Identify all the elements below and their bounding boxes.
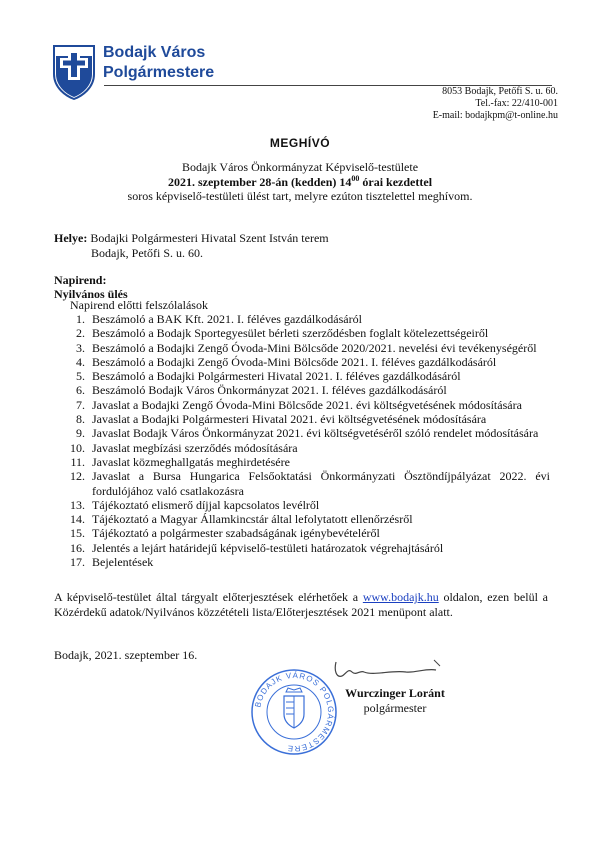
letterhead-contact [433, 86, 558, 122]
invitation-intro [0, 160, 600, 204]
intro-time-suffix: órai kezdettel [359, 174, 433, 189]
list-item: 10. Javaslat megbízási szerződés módosítására [88, 441, 550, 455]
official-stamp [250, 668, 338, 756]
place-line2: Bodajk, Petőfi S. u. 60. [91, 245, 204, 260]
svg-text:BODAJK VÁROS POLGÁRMESTERE: BODAJK VÁROS POLGÁRMESTERE [253, 670, 336, 754]
list-item: 7. Javaslat a Bodajki Zengő Óvoda-Mini Bölcsőde 2021. évi költségvetésének módosítására [88, 398, 550, 412]
agenda-list [54, 312, 550, 569]
intro-line3: soros képviselő-testületi ülést tart, melyre ezúton tisztelettel meghívom. [127, 189, 473, 203]
handwritten-signature [330, 654, 450, 686]
list-item-line: 12. Javaslat a Bursa Hungarica Felsőoktatási Önkormányzati Ösztöndíjpályázat 2022. évi [92, 469, 550, 484]
agenda-pre-item: Napirend előtti felszólalások [70, 298, 208, 312]
list-item-continuation: fordulójához való csatlakozásra [92, 483, 244, 498]
list-item: 16. Jelentés a lejárt határidejű képviselő-testületi határozatok végrehajtásáról [88, 541, 550, 555]
list-item: 5. Beszámoló a Bodajki Polgármesteri Hivatal 2021. I. féléves gazdálkodásáról [88, 369, 550, 383]
list-item [88, 469, 550, 498]
signer-name: Wurczinger Loránt [345, 686, 445, 700]
list-item: 3. Beszámoló a Bodajki Zengő Óvoda-Mini Bölcsőde 2020/2021. nevelési évi tevékenységéről [88, 341, 550, 355]
intro-line1: Bodajk Város Önkormányzat Képviselő-testülete [181, 160, 419, 174]
note-after: oldalon, ezen belül a Közérdekű adatok/Nyilvános közzétételi lista/Előterjesztések 2021 menüpont alatt. [54, 590, 548, 619]
website-link[interactable]: www.bodajk.hu [362, 590, 439, 604]
city-crest-icon [52, 44, 96, 100]
contact-phone: Tel.-fax: 22/410-001 [475, 98, 558, 109]
meeting-place [54, 231, 329, 260]
agenda-subheading: Nyilvános ülés [54, 287, 128, 301]
document-title: MEGHÍVÓ [269, 136, 331, 150]
documents-note [54, 590, 548, 620]
list-item: 4. Beszámoló a Bodajki Zengő Óvoda-Mini Bölcsőde 2021. I. féléves gazdálkodásáról [88, 355, 550, 369]
list-item: 1. Beszámoló a BAK Kft. 2021. I. féléves gazdálkodásáról [88, 312, 550, 326]
list-item: 9. Javaslat Bodajk Város Önkormányzat 2021. évi költségvetéséről szóló rendelet módosítására [88, 426, 550, 440]
letterhead-name-line2: Polgármestere [103, 64, 215, 81]
list-item: 15. Tájékoztató a polgármester szabadságának igénybevételéről [88, 526, 550, 540]
list-item: 13. Tájékoztató elismerő díjjal kapcsolatos levélről [88, 498, 550, 512]
intro-date: 2021. szeptember 28-án (kedden) 14 [167, 174, 352, 189]
contact-email: E-mail: bodajkpm@t-online.hu [432, 110, 558, 121]
place-label: Helye: [54, 231, 88, 245]
document-date: Bodajk, 2021. szeptember 16. [54, 648, 198, 662]
agenda-heading-block [54, 273, 128, 301]
list-item: 14. Tájékoztató a Magyar Államkincstár által lefolytatott ellenőrzésről [88, 512, 550, 526]
intro-date-line [0, 175, 600, 190]
place-line1: Bodajki Polgármesteri Hivatal Szent István terem [87, 231, 329, 245]
note-before: A képviselő-testület által tárgyalt előterjesztések elérhetőek a [54, 590, 363, 604]
intro-time-sup: 00 [351, 173, 360, 183]
list-item: 8. Javaslat a Bodajki Polgármesteri Hivatal 2021. évi költségvetésének módosítására [88, 412, 550, 426]
signer-role: polgármester [363, 701, 427, 715]
signer-block [340, 686, 450, 716]
letterhead-title [103, 43, 214, 83]
letterhead-name-line1: Bodajk Város [103, 44, 206, 61]
list-item: 6. Beszámoló Bodajk Város Önkormányzat 2021. I. féléves gazdálkodásáról [88, 383, 550, 397]
list-item: 2. Beszámoló a Bodajk Sportegyesület bérleti szerződésben foglalt kötelezettségeiről [88, 326, 550, 340]
list-item: 11. Javaslat közmeghallgatás meghirdetésére [88, 455, 550, 469]
contact-address: 8053 Bodajk, Petőfi S. u. 60. [442, 86, 558, 97]
list-item: 17. Bejelentések [88, 555, 550, 569]
agenda-heading: Napirend: [54, 273, 107, 287]
